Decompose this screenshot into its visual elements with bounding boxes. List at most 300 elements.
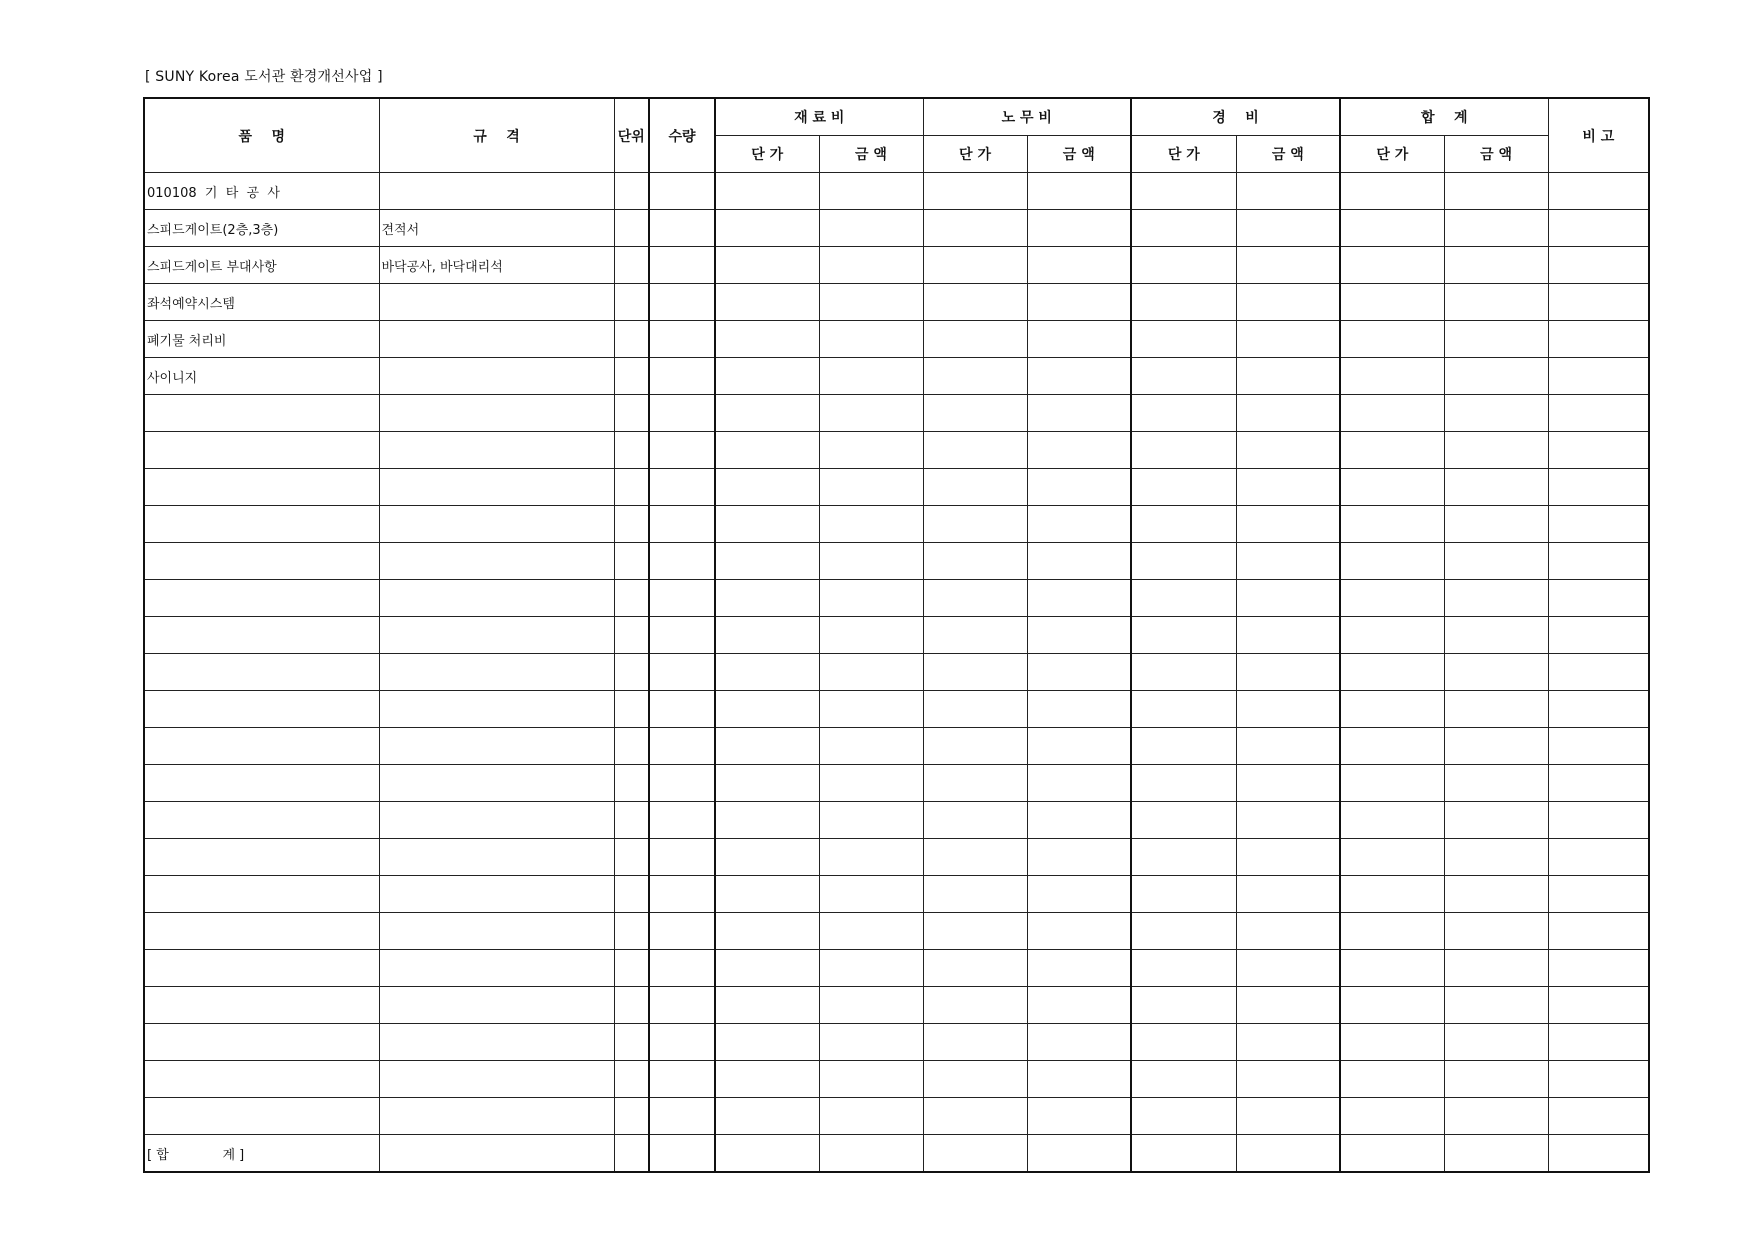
table-row xyxy=(144,432,1649,469)
table-row xyxy=(144,506,1649,543)
row-item-name xyxy=(144,765,379,802)
row-total-amount xyxy=(1444,506,1548,543)
row-labor-amount xyxy=(1027,469,1131,506)
row-labor-amount xyxy=(1027,728,1131,765)
row-labor-amount xyxy=(1027,876,1131,913)
total-row-labor-amount xyxy=(1027,1135,1131,1173)
row-labor-unit-price xyxy=(923,395,1027,432)
row-expense-amount xyxy=(1236,765,1340,802)
row-labor-unit-price xyxy=(923,876,1027,913)
header-expense: 경 비 xyxy=(1131,98,1340,136)
row-material-unit-price xyxy=(715,1098,819,1135)
total-row-total-amount xyxy=(1444,1135,1548,1173)
table-row xyxy=(144,839,1649,876)
row-spec xyxy=(379,395,614,432)
row-total-unit-price xyxy=(1340,210,1444,247)
row-material-amount xyxy=(819,617,923,654)
row-labor-amount xyxy=(1027,284,1131,321)
total-row-unit xyxy=(614,1135,649,1173)
row-unit xyxy=(614,1061,649,1098)
row-remark xyxy=(1548,1098,1649,1135)
row-material-amount xyxy=(819,691,923,728)
table-row xyxy=(144,247,1649,284)
row-labor-amount xyxy=(1027,654,1131,691)
header-labor-unit-price: 단 가 xyxy=(923,136,1027,173)
row-expense-unit-price xyxy=(1131,1024,1236,1061)
row-material-amount xyxy=(819,173,923,210)
row-labor-amount xyxy=(1027,691,1131,728)
row-remark xyxy=(1548,987,1649,1024)
table-row xyxy=(144,173,1649,210)
row-unit xyxy=(614,395,649,432)
row-remark xyxy=(1548,247,1649,284)
row-quantity xyxy=(649,1024,715,1061)
total-row-total-unit-price xyxy=(1340,1135,1444,1173)
header-material-unit-price: 단 가 xyxy=(715,136,819,173)
row-remark xyxy=(1548,543,1649,580)
row-quantity xyxy=(649,654,715,691)
row-remark xyxy=(1548,580,1649,617)
row-labor-amount xyxy=(1027,950,1131,987)
row-unit xyxy=(614,173,649,210)
row-total-amount xyxy=(1444,802,1548,839)
row-total-amount xyxy=(1444,654,1548,691)
row-unit xyxy=(614,654,649,691)
row-unit xyxy=(614,913,649,950)
row-expense-amount xyxy=(1236,950,1340,987)
row-quantity xyxy=(649,321,715,358)
row-item-name xyxy=(144,950,379,987)
row-quantity xyxy=(649,1061,715,1098)
row-total-unit-price xyxy=(1340,765,1444,802)
row-material-amount xyxy=(819,728,923,765)
row-total-amount xyxy=(1444,247,1548,284)
row-labor-amount xyxy=(1027,247,1131,284)
row-material-unit-price xyxy=(715,395,819,432)
row-remark xyxy=(1548,1061,1649,1098)
row-unit xyxy=(614,876,649,913)
row-item-name xyxy=(144,987,379,1024)
row-expense-unit-price xyxy=(1131,395,1236,432)
row-spec: 견적서 xyxy=(379,210,614,247)
row-total-unit-price xyxy=(1340,987,1444,1024)
row-material-amount xyxy=(819,1024,923,1061)
row-labor-unit-price xyxy=(923,1061,1027,1098)
row-expense-amount xyxy=(1236,654,1340,691)
row-remark xyxy=(1548,839,1649,876)
row-expense-unit-price xyxy=(1131,987,1236,1024)
row-quantity xyxy=(649,284,715,321)
row-item-name xyxy=(144,617,379,654)
row-labor-unit-price xyxy=(923,765,1027,802)
row-unit xyxy=(614,432,649,469)
row-expense-unit-price xyxy=(1131,691,1236,728)
row-labor-amount xyxy=(1027,210,1131,247)
row-quantity xyxy=(649,543,715,580)
row-total-amount xyxy=(1444,950,1548,987)
row-quantity xyxy=(649,839,715,876)
table-row xyxy=(144,691,1649,728)
row-labor-unit-price xyxy=(923,543,1027,580)
row-item-name xyxy=(144,1098,379,1135)
row-material-unit-price xyxy=(715,617,819,654)
row-item-name xyxy=(144,1024,379,1061)
table-row xyxy=(144,876,1649,913)
row-item-name: 폐기물 처리비 xyxy=(144,321,379,358)
row-total-amount xyxy=(1444,987,1548,1024)
row-total-unit-price xyxy=(1340,1061,1444,1098)
row-quantity xyxy=(649,691,715,728)
row-total-unit-price xyxy=(1340,395,1444,432)
row-labor-amount xyxy=(1027,802,1131,839)
total-row-expense-amount xyxy=(1236,1135,1340,1173)
row-expense-amount xyxy=(1236,210,1340,247)
row-total-amount xyxy=(1444,284,1548,321)
row-unit xyxy=(614,543,649,580)
header-total-amount: 금 액 xyxy=(1444,136,1548,173)
row-spec xyxy=(379,839,614,876)
row-material-unit-price xyxy=(715,469,819,506)
row-item-name xyxy=(144,395,379,432)
row-material-unit-price xyxy=(715,728,819,765)
row-material-amount xyxy=(819,1098,923,1135)
row-total-amount xyxy=(1444,210,1548,247)
row-remark xyxy=(1548,321,1649,358)
row-quantity xyxy=(649,247,715,284)
row-material-unit-price xyxy=(715,987,819,1024)
row-material-amount xyxy=(819,506,923,543)
row-material-amount xyxy=(819,358,923,395)
row-expense-amount xyxy=(1236,284,1340,321)
row-quantity xyxy=(649,210,715,247)
row-spec xyxy=(379,580,614,617)
row-material-amount xyxy=(819,432,923,469)
row-spec xyxy=(379,543,614,580)
row-remark xyxy=(1548,210,1649,247)
row-total-amount xyxy=(1444,580,1548,617)
row-expense-unit-price xyxy=(1131,654,1236,691)
row-material-unit-price xyxy=(715,173,819,210)
row-labor-unit-price xyxy=(923,839,1027,876)
row-material-amount xyxy=(819,802,923,839)
row-expense-amount xyxy=(1236,1098,1340,1135)
row-total-amount xyxy=(1444,839,1548,876)
row-total-unit-price xyxy=(1340,321,1444,358)
total-row-labor-unit-price xyxy=(923,1135,1027,1173)
row-material-unit-price xyxy=(715,1024,819,1061)
row-spec xyxy=(379,1098,614,1135)
row-expense-amount xyxy=(1236,506,1340,543)
total-row-remark xyxy=(1548,1135,1649,1173)
row-total-unit-price xyxy=(1340,950,1444,987)
row-total-amount xyxy=(1444,395,1548,432)
row-spec xyxy=(379,987,614,1024)
row-expense-amount xyxy=(1236,173,1340,210)
row-material-unit-price xyxy=(715,1061,819,1098)
row-expense-amount xyxy=(1236,580,1340,617)
row-quantity xyxy=(649,950,715,987)
row-expense-unit-price xyxy=(1131,950,1236,987)
row-spec xyxy=(379,617,614,654)
row-labor-unit-price xyxy=(923,469,1027,506)
row-remark xyxy=(1548,617,1649,654)
row-material-amount xyxy=(819,247,923,284)
row-expense-unit-price xyxy=(1131,284,1236,321)
row-unit xyxy=(614,247,649,284)
row-expense-unit-price xyxy=(1131,1098,1236,1135)
row-expense-unit-price xyxy=(1131,913,1236,950)
table-row xyxy=(144,654,1649,691)
row-expense-unit-price xyxy=(1131,839,1236,876)
row-remark xyxy=(1548,173,1649,210)
row-remark xyxy=(1548,358,1649,395)
row-material-unit-price xyxy=(715,358,819,395)
row-item-name xyxy=(144,913,379,950)
row-total-amount xyxy=(1444,173,1548,210)
header-material: 재 료 비 xyxy=(715,98,923,136)
row-labor-amount xyxy=(1027,839,1131,876)
table-row xyxy=(144,358,1649,395)
row-expense-amount xyxy=(1236,728,1340,765)
row-expense-unit-price xyxy=(1131,580,1236,617)
row-spec xyxy=(379,728,614,765)
row-remark xyxy=(1548,802,1649,839)
row-unit xyxy=(614,358,649,395)
row-total-unit-price xyxy=(1340,617,1444,654)
row-total-unit-price xyxy=(1340,247,1444,284)
row-material-unit-price xyxy=(715,210,819,247)
row-quantity xyxy=(649,765,715,802)
row-material-unit-price xyxy=(715,506,819,543)
row-item-name xyxy=(144,432,379,469)
row-unit xyxy=(614,839,649,876)
row-labor-amount xyxy=(1027,432,1131,469)
row-expense-amount xyxy=(1236,321,1340,358)
row-total-amount xyxy=(1444,1098,1548,1135)
row-material-unit-price xyxy=(715,765,819,802)
row-quantity xyxy=(649,506,715,543)
row-item-name xyxy=(144,654,379,691)
row-labor-unit-price xyxy=(923,284,1027,321)
row-spec xyxy=(379,469,614,506)
row-remark xyxy=(1548,506,1649,543)
row-quantity xyxy=(649,876,715,913)
row-expense-unit-price xyxy=(1131,765,1236,802)
table-row xyxy=(144,1024,1649,1061)
header-expense-unit-price: 단 가 xyxy=(1131,136,1236,173)
table-row xyxy=(144,321,1649,358)
row-remark xyxy=(1548,469,1649,506)
row-material-unit-price xyxy=(715,654,819,691)
row-expense-amount xyxy=(1236,543,1340,580)
row-remark xyxy=(1548,284,1649,321)
row-labor-unit-price xyxy=(923,987,1027,1024)
row-labor-unit-price xyxy=(923,173,1027,210)
row-labor-unit-price xyxy=(923,728,1027,765)
row-total-unit-price xyxy=(1340,432,1444,469)
row-labor-amount xyxy=(1027,395,1131,432)
row-total-amount xyxy=(1444,765,1548,802)
row-item-name: 스피드게이트 부대사항 xyxy=(144,247,379,284)
row-unit xyxy=(614,580,649,617)
row-remark xyxy=(1548,1024,1649,1061)
table-row xyxy=(144,543,1649,580)
estimate-table xyxy=(143,97,1650,1173)
table-row xyxy=(144,284,1649,321)
row-unit xyxy=(614,765,649,802)
row-expense-unit-price xyxy=(1131,210,1236,247)
table-row xyxy=(144,580,1649,617)
row-expense-amount xyxy=(1236,802,1340,839)
row-spec xyxy=(379,358,614,395)
row-quantity xyxy=(649,173,715,210)
row-total-unit-price xyxy=(1340,913,1444,950)
table-row xyxy=(144,469,1649,506)
row-labor-unit-price xyxy=(923,358,1027,395)
row-expense-unit-price xyxy=(1131,358,1236,395)
row-total-amount xyxy=(1444,876,1548,913)
row-labor-amount xyxy=(1027,1024,1131,1061)
row-item-name: 스피드게이트(2층,3층) xyxy=(144,210,379,247)
row-spec xyxy=(379,1061,614,1098)
table-row xyxy=(144,987,1649,1024)
row-labor-unit-price xyxy=(923,247,1027,284)
row-material-amount xyxy=(819,950,923,987)
row-expense-amount xyxy=(1236,432,1340,469)
row-expense-amount xyxy=(1236,247,1340,284)
row-material-amount xyxy=(819,876,923,913)
row-total-unit-price xyxy=(1340,506,1444,543)
row-expense-unit-price xyxy=(1131,321,1236,358)
row-material-amount xyxy=(819,987,923,1024)
row-total-amount xyxy=(1444,543,1548,580)
row-quantity xyxy=(649,728,715,765)
row-labor-unit-price xyxy=(923,913,1027,950)
row-item-name xyxy=(144,1061,379,1098)
row-total-amount xyxy=(1444,321,1548,358)
row-labor-unit-price xyxy=(923,1024,1027,1061)
row-labor-amount xyxy=(1027,358,1131,395)
row-labor-unit-price xyxy=(923,432,1027,469)
row-remark xyxy=(1548,691,1649,728)
row-material-unit-price xyxy=(715,802,819,839)
row-spec xyxy=(379,802,614,839)
row-unit xyxy=(614,210,649,247)
row-unit xyxy=(614,469,649,506)
row-total-amount xyxy=(1444,913,1548,950)
row-expense-amount xyxy=(1236,1024,1340,1061)
row-labor-unit-price xyxy=(923,950,1027,987)
header-remark: 비 고 xyxy=(1548,98,1649,173)
row-material-amount xyxy=(819,395,923,432)
row-expense-amount xyxy=(1236,913,1340,950)
row-spec xyxy=(379,321,614,358)
header-total: 합 계 xyxy=(1340,98,1548,136)
row-material-unit-price xyxy=(715,839,819,876)
table-row xyxy=(144,765,1649,802)
row-spec: 바닥공사, 바닥대리석 xyxy=(379,247,614,284)
document-title: [ SUNY Korea 도서관 환경개선사업 ] xyxy=(145,69,383,85)
total-row-expense-unit-price xyxy=(1131,1135,1236,1173)
row-item-name: 좌석예약시스템 xyxy=(144,284,379,321)
row-remark xyxy=(1548,913,1649,950)
row-material-unit-price xyxy=(715,913,819,950)
row-remark xyxy=(1548,765,1649,802)
table-row xyxy=(144,913,1649,950)
row-material-amount xyxy=(819,543,923,580)
row-unit xyxy=(614,506,649,543)
row-material-unit-price xyxy=(715,432,819,469)
row-labor-amount xyxy=(1027,617,1131,654)
row-material-unit-price xyxy=(715,247,819,284)
row-remark xyxy=(1548,432,1649,469)
row-labor-amount xyxy=(1027,1098,1131,1135)
row-total-amount xyxy=(1444,469,1548,506)
row-total-amount xyxy=(1444,728,1548,765)
row-spec xyxy=(379,506,614,543)
row-material-amount xyxy=(819,913,923,950)
row-total-unit-price xyxy=(1340,284,1444,321)
row-spec xyxy=(379,173,614,210)
row-expense-unit-price xyxy=(1131,617,1236,654)
row-material-amount xyxy=(819,839,923,876)
row-labor-unit-price xyxy=(923,580,1027,617)
table-row xyxy=(144,728,1649,765)
row-material-amount xyxy=(819,321,923,358)
row-material-amount xyxy=(819,1061,923,1098)
table-row xyxy=(144,802,1649,839)
row-item-name xyxy=(144,728,379,765)
row-material-amount xyxy=(819,210,923,247)
header-material-amount: 금 액 xyxy=(819,136,923,173)
row-item-name xyxy=(144,802,379,839)
row-quantity xyxy=(649,987,715,1024)
header-total-unit-price: 단 가 xyxy=(1340,136,1444,173)
row-labor-unit-price xyxy=(923,617,1027,654)
table-row xyxy=(144,395,1649,432)
row-remark xyxy=(1548,654,1649,691)
row-material-amount xyxy=(819,654,923,691)
table-row xyxy=(144,617,1649,654)
row-expense-unit-price xyxy=(1131,802,1236,839)
row-remark xyxy=(1548,395,1649,432)
row-unit xyxy=(614,1024,649,1061)
row-item-name xyxy=(144,580,379,617)
row-spec xyxy=(379,432,614,469)
row-item-name xyxy=(144,876,379,913)
row-total-amount xyxy=(1444,1024,1548,1061)
row-unit xyxy=(614,802,649,839)
row-unit xyxy=(614,617,649,654)
row-total-amount xyxy=(1444,432,1548,469)
row-labor-unit-price xyxy=(923,506,1027,543)
row-labor-amount xyxy=(1027,765,1131,802)
row-expense-unit-price xyxy=(1131,469,1236,506)
row-labor-unit-price xyxy=(923,654,1027,691)
row-labor-unit-price xyxy=(923,1098,1027,1135)
row-total-unit-price xyxy=(1340,728,1444,765)
header-labor-amount: 금 액 xyxy=(1027,136,1131,173)
row-quantity xyxy=(649,395,715,432)
table-body xyxy=(144,173,1649,1173)
row-labor-unit-price xyxy=(923,691,1027,728)
row-material-unit-price xyxy=(715,321,819,358)
row-material-unit-price xyxy=(715,950,819,987)
row-quantity xyxy=(649,432,715,469)
row-total-amount xyxy=(1444,691,1548,728)
row-material-amount xyxy=(819,580,923,617)
row-item-name xyxy=(144,543,379,580)
